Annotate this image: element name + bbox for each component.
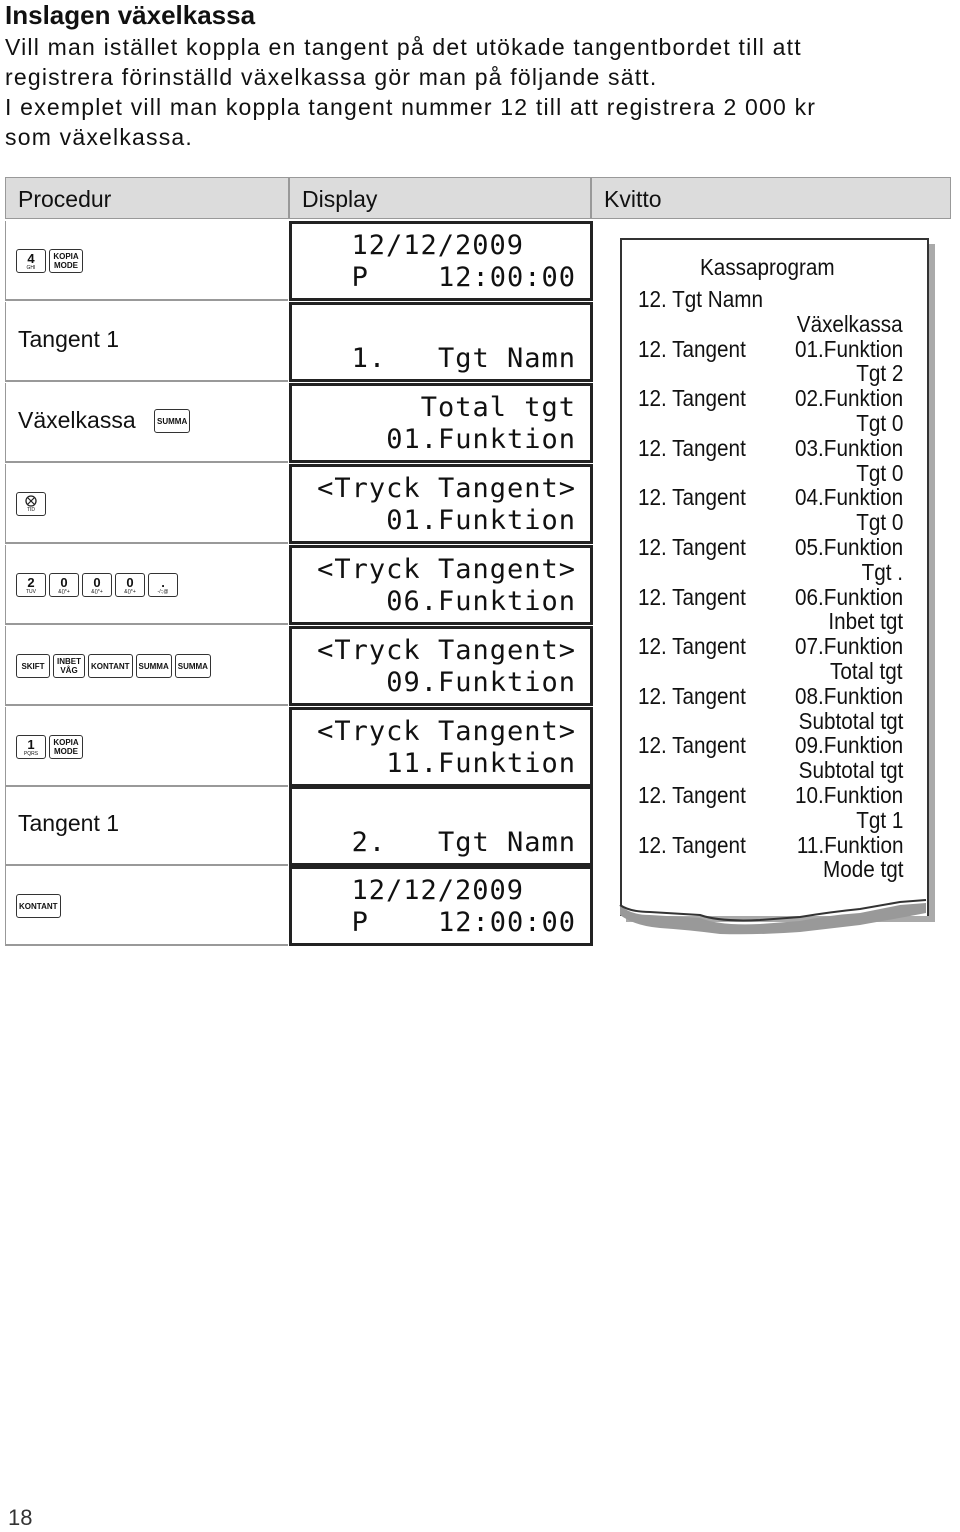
procedure-row-2: [5, 302, 288, 382]
lcd-line: <Tryck Tangent>: [317, 635, 576, 666]
key-inbet-vag: INBET VÅG: [53, 654, 85, 678]
key-2: 2 TUV: [16, 573, 46, 597]
receipt-line-right: Tgt 0: [855, 509, 903, 536]
key-kontant: KONTANT: [88, 654, 133, 678]
page-number: 18: [8, 1505, 33, 1530]
receipt-line-right: Subtotal tgt: [798, 707, 903, 734]
key-dot: . -/:;@: [148, 573, 178, 597]
receipt-line-right: Tgt 1: [855, 806, 903, 833]
key-0: 0 &()*+: [49, 573, 79, 597]
procedure-label: Tangent 1: [18, 326, 120, 352]
receipt-line-right: Mode tgt: [822, 856, 903, 883]
lcd-display: [289, 786, 593, 866]
receipt-line-left: 12. Tangent: [638, 385, 746, 412]
receipt-line-right: Inbet tgt: [828, 608, 903, 635]
key-summa: SUMMA: [136, 654, 172, 678]
clock-icon: [25, 495, 37, 507]
receipt-line-right: 04.Funktion: [794, 484, 903, 511]
column-header-procedure: Procedur: [5, 177, 289, 219]
receipt-line-left: 12. Tgt Namn: [638, 286, 764, 312]
procedure-row-5: [5, 545, 288, 625]
lcd-display: [289, 221, 593, 301]
procedure-row-4: [5, 464, 288, 544]
receipt-line-right: Subtotal tgt: [798, 757, 903, 784]
receipt-line-right: 06.Funktion: [794, 583, 903, 610]
receipt-line-right: 05.Funktion: [794, 534, 903, 560]
lcd-line: P 12:00:00: [351, 907, 576, 938]
intro-line: registrera förinställd växelkassa gör man på följande sätt.: [5, 64, 658, 90]
lcd-line: P 12:00:00: [351, 262, 576, 293]
procedure-label: Växelkassa: [18, 407, 136, 433]
receipt-line-right: Tgt .: [861, 558, 903, 585]
column-header-display: Display: [289, 177, 591, 219]
lcd-display: [289, 545, 593, 625]
key-skift: SKIFT: [16, 654, 50, 678]
receipt-line-right: 08.Funktion: [794, 682, 903, 709]
lcd-display: [289, 302, 593, 382]
lcd-line: <Tryck Tangent>: [317, 554, 576, 585]
receipt-line-left: 12. Tangent: [638, 335, 746, 362]
procedure-row-7: [5, 707, 288, 787]
key-0: 0 &()*+: [115, 573, 145, 597]
intro-line: I exemplet vill man koppla tangent nummer 12 till att registrera 2 000 kr: [5, 94, 817, 120]
procedure-label: Tangent 1: [18, 810, 120, 836]
receipt-line-left: 12. Tangent: [638, 484, 746, 511]
receipt-line-right: Tgt 2: [855, 360, 903, 387]
lcd-display: [289, 626, 593, 706]
receipt-line-left: 12. Tangent: [638, 732, 746, 759]
lcd-line: Total tgt: [420, 392, 576, 423]
key-summa: SUMMA: [154, 409, 190, 433]
lcd-line: 06.Funktion: [386, 586, 576, 617]
lcd-line: 1. Tgt Namn: [351, 343, 576, 374]
receipt-header: Kassaprogram: [700, 254, 835, 280]
lcd-line: 11.Funktion: [386, 748, 576, 779]
intro-text: [5, 32, 955, 152]
key-0: 0 &()*+: [82, 573, 112, 597]
lcd-display: [289, 707, 593, 787]
receipt-line-right: 01.Funktion: [794, 335, 903, 362]
receipt-line-right: 02.Funktion: [794, 385, 903, 412]
lcd-line: 01.Funktion: [386, 424, 576, 455]
page-title: Inslagen växelkassa: [5, 0, 256, 30]
lcd-line: 12/12/2009: [351, 875, 524, 906]
receipt-line-left: 12. Tangent: [638, 782, 746, 808]
receipt-line-right: 09.Funktion: [794, 732, 903, 759]
receipt-line-left: 12. Tangent: [638, 682, 746, 709]
lcd-display: [289, 866, 593, 946]
lcd-line: <Tryck Tangent>: [317, 473, 576, 504]
receipt-line-left: 12. Tangent: [638, 583, 746, 610]
lcd-display: [289, 464, 593, 544]
receipt: [620, 238, 929, 916]
key-1: 1 PQRS: [16, 735, 46, 759]
lcd-line: <Tryck Tangent>: [317, 716, 576, 747]
lcd-display: [289, 383, 593, 463]
lcd-line: 2. Tgt Namn: [351, 827, 576, 858]
procedure-row-6: [5, 626, 288, 706]
receipt-line-right: Växelkassa: [797, 310, 903, 337]
receipt-line-left: 12. Tangent: [638, 534, 746, 560]
key-kopia-mode: KOPIA MODE: [49, 735, 83, 759]
key-4: 4 GHI: [16, 249, 46, 273]
receipt-line-right: 10.Funktion: [794, 782, 903, 808]
receipt-line-right: Tgt 0: [855, 459, 903, 486]
procedure-row-8: [5, 786, 288, 866]
lcd-line: 01.Funktion: [386, 505, 576, 536]
lcd-line: 12/12/2009: [351, 230, 524, 261]
key-kopia-mode: KOPIA MODE: [49, 249, 83, 273]
receipt-line-right: 03.Funktion: [794, 434, 903, 461]
column-header-receipt: Kvitto: [591, 177, 951, 219]
key-summa: SUMMA: [175, 654, 211, 678]
receipt-line-right: Tgt 0: [855, 410, 903, 436]
receipt-line-right: 07.Funktion: [794, 633, 903, 660]
intro-line: Vill man istället koppla en tangent på det utökade tangentbordet till att: [5, 34, 802, 60]
procedure-row-9: [5, 866, 288, 946]
intro-line: som växelkassa.: [5, 124, 194, 150]
receipt-line-right: Total tgt: [830, 658, 903, 684]
key-tid: TID: [16, 492, 46, 516]
procedure-row-1: [5, 221, 288, 301]
procedure-row-3: [5, 383, 288, 463]
lcd-line: 09.Funktion: [386, 667, 576, 698]
receipt-line-left: 12. Tangent: [638, 434, 746, 461]
receipt-line-left: 12. Tangent: [638, 633, 746, 660]
key-kontant: KONTANT: [16, 894, 61, 918]
receipt-line-left: 12. Tangent: [638, 831, 746, 858]
receipt-line-right: 11.Funktion: [796, 831, 903, 858]
